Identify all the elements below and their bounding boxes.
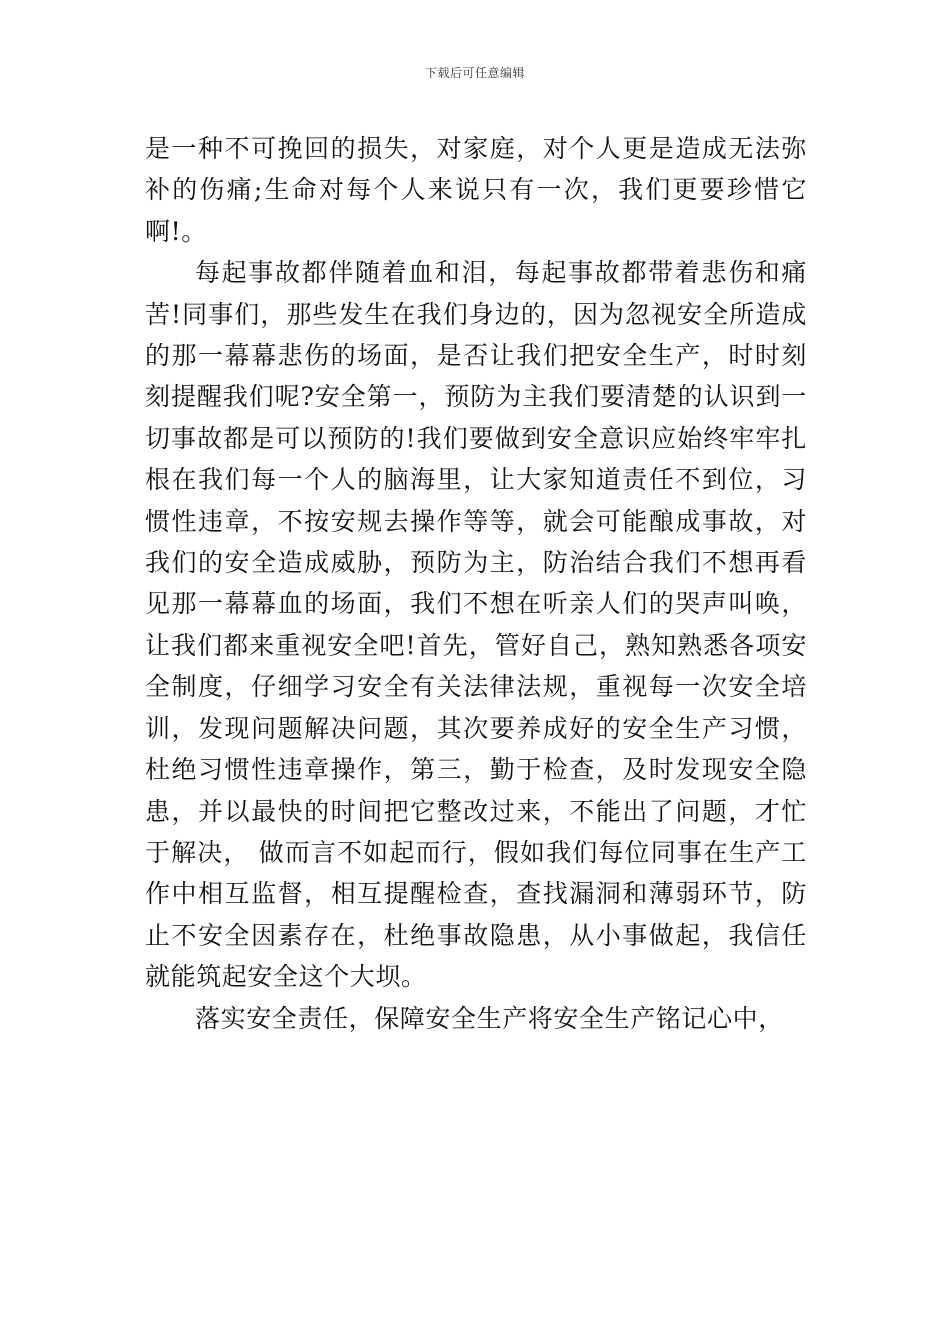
- document-body: [145, 128, 807, 1039]
- paragraph-1: 是一种不可挽回的损失，对家庭，对个人更是造成无法弥补的伤痛;生命对每个人来说只有一次，我们更要珍惜它啊!。: [145, 134, 807, 246]
- paragraph-3: 落实安全责任，保障安全生产将安全生产铭记心中，: [195, 1003, 784, 1033]
- page-header: 下载后可任意编辑: [424, 66, 525, 80]
- paragraph-2: 每起事故都伴随着血和泪，每起事故都带着悲伤和痛苦!同事们，那些发生在我们身边的，因为忽视安全所造成的那一幕幕悲伤的场面，是否让我们把安全生产，时时刻刻提醒我们呢?安全第一，预防为主我们要清楚的认识到一切事故都是可以预防的!我们要做到安全意识应始终牢牢扎根在我们每一个人的脑海里，让大家知道责任不到位，习惯性违章，不按安规去操作等等，就会可能酿成事故，对我们的安全造成威胁，预防为主，防治结合我们不想再看见那一幕幕血的场面，我们不想在听亲人们的哭声叫唤，让我们都来重视安全吧!首先，管好自己，熟知熟悉各项安全制度，仔细学习安全有关法律法规，重视每一次安全培训，发现问题解决问题，其次要养成好的安全生产习惯，杜绝习惯性违章操作，第三，勤于检查，及时发现安全隐患，并以最快的时间把它整改过来，不能出了问题，才忙于解决， 做而言不如起而行，假如我们每位同事在生产工作中相互监督，相互提醒检查，查找漏洞和薄弱环节，防止不安全因素存在，杜绝事故隐患，从小事做起，我信任就能筑起安全这个大坝。: [145, 258, 807, 992]
